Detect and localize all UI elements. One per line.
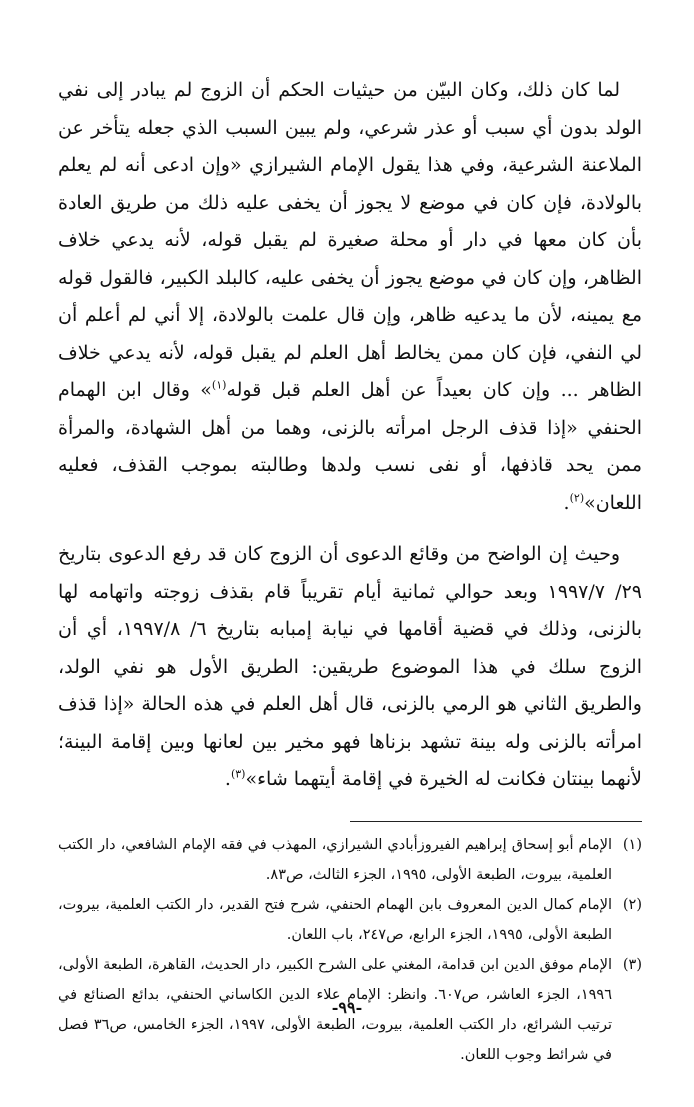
- footnote-number: (٢): [622, 896, 642, 913]
- footnote-ref-3[interactable]: (٣): [230, 767, 246, 781]
- footnote-text: الإمام موفق الدين ابن قدامة، المغني على الشرح الكبير، دار الحديث، القاهرة، الطبعة الأولى، ١٩٩٦، الجزء العاشر، ص٦٠٧. وانظر: الإمام علاء الدين الكاساني الحنفي، بدائع الصنائع في ترتيب الشرائع، دار الكتب العلمية، بيروت، الطبعة الأولى، ١٩٩٧، الجزء الخامس، ص٣٦ فصل في شرائط وجوب اللعان.: [58, 956, 612, 1063]
- footnote-text: الإمام كمال الدين المعروف بابن الهمام الحنفي، شرح فتح القدير، دار الكتب العلمية، بيروت، الطبعة الأولى، ١٩٩٥، الجزء الرابع، ص٢٤٧، باب اللعان.: [58, 896, 612, 943]
- paragraph-1-text: لما كان ذلك، وكان البيّن من حيثيات الحكم أن الزوج لم يبادر إلى نفي الولد بدون أي سبب أو عذر شرعي، ولم يبين السبب الذي جعله يتأخر عن الملاعنة الشرعية، وفي هذا يقول الإمام الشيرازي «وإن ادعى أنه لم يعلم بالولادة، فإن كان في موضع لا يجوز أن يخفى عليه ذلك من طريق العادة بأن كان معها في دار أو محلة صغيرة لم يقبل قوله، لأنه يدعي خلاف الظاهر، وإن كان في موضع يجوز أن يخفى عليه، كالبلد الكبير، فالقول قوله مع يمينه، لأن ما يدعيه ظاهر، وإن قال علمت بالولادة، إلا أني لم أعلم أن لي النفي، فإن كان ممن يخالط أهل العلم لم يقبل قوله، لأنه يدعي خلاف الظاهر ... وإن كان بعيداً عن أهل العلم قبل قوله: [58, 79, 642, 401]
- body-paragraph-1: [58, 72, 642, 522]
- footnote-1: [58, 830, 642, 890]
- footnotes: [58, 830, 642, 1070]
- footnote-ref-2[interactable]: (٢): [569, 491, 585, 505]
- footnote-number: (١): [622, 836, 642, 853]
- paragraph-2-text: وحيث إن الواضح من وقائع الدعوى أن الزوج كان قد رفع الدعوى بتاريخ ٢٩/ ١٩٩٧/٧ وبعد حوالي ثمانية أيام تقريباً قام بقذف زوجته واتهامه لها بالزنى، وذلك في قضية أقامها في نيابة إمبابه بتاريخ ٦/ ١٩٩٧/٨، أي أن الزوج سلك في هذا الموضوع طريقين: الطريق الأول هو نفي الولد، والطريق الثاني هو الرمي بالزنى، قال أهل العلم في هذه الحالة «إذا قذف امرأته بالزنى وله بينة تشهد بزناها فهو مخير بين لعانها وبين إقامة البينة؛ لأنهما بينتان فكانت له الخيرة في إقامة أيتهما شاء»: [58, 543, 642, 790]
- paragraph-1-end: .: [563, 491, 570, 514]
- footnote-ref-1[interactable]: (١): [211, 378, 227, 392]
- footnote-divider: [350, 821, 642, 822]
- paragraph-2-end: .: [224, 768, 231, 790]
- footnote-number: (٣): [622, 956, 642, 973]
- page-number: -٩٩-: [331, 998, 363, 1017]
- body-paragraph-2: [58, 536, 642, 799]
- footnote-text: الإمام أبو إسحاق إبراهيم الفيروزأبادي الشيرازي، المهذب في فقه الإمام الشافعي، دار الكتب العلمية، بيروت، الطبعة الأولى، ١٩٩٥، الجزء الثالث، ص٨٣.: [58, 836, 612, 883]
- paragraph-1-continuation: » وقال ابن الهمام الحنفي «إذا قذف الرجل امرأته بالزنى، وهما من أهل الشهادة، والمرأة ممن يحد قاذفها، أو نفى نسب ولدها وطالبته بموجب القذف، فعليه اللعان»: [58, 379, 642, 514]
- footnote-2: [58, 890, 642, 950]
